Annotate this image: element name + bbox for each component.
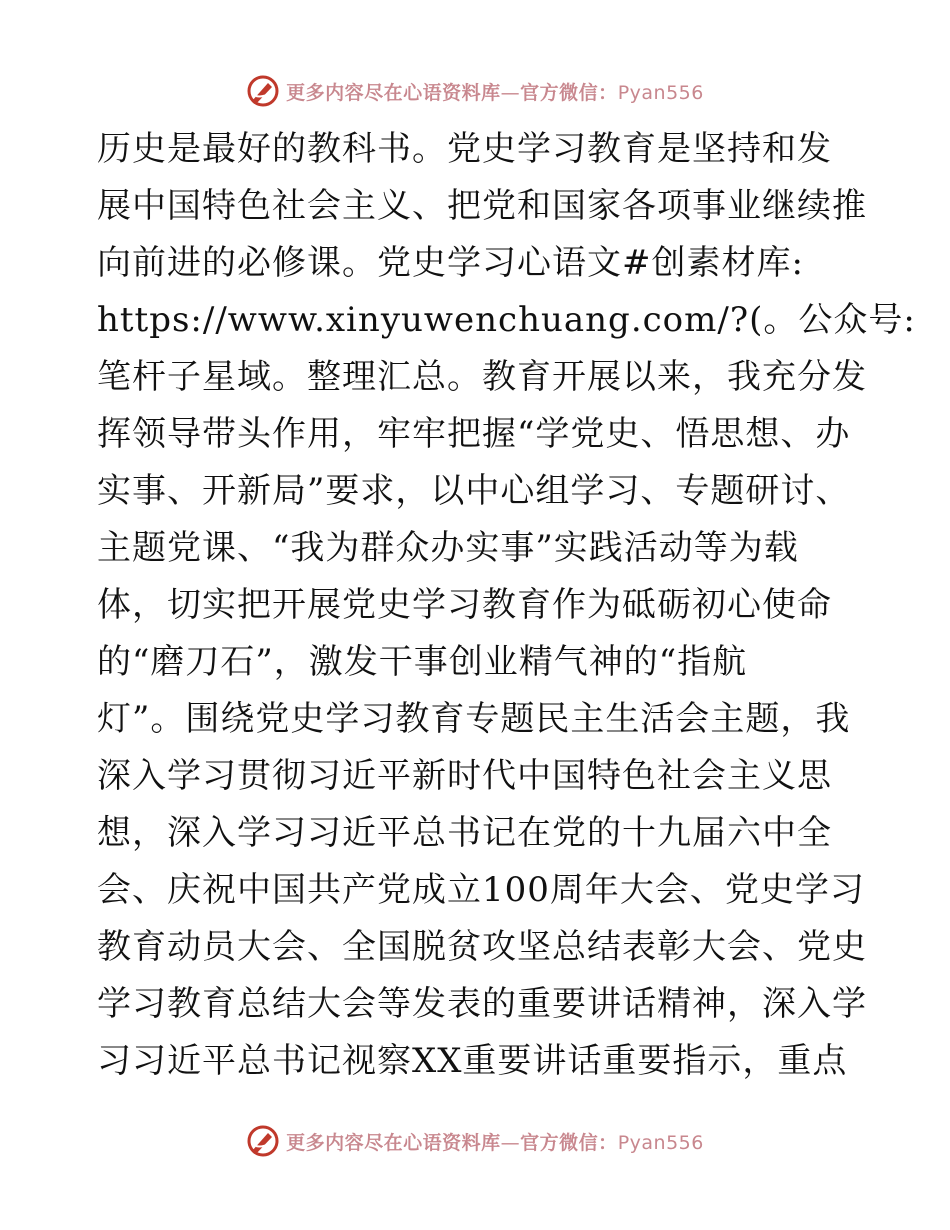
body-line: https://www.xinyuwenchuang.com/?(。公众号:	[97, 300, 916, 340]
body-line: 实事、开新局”要求，以中心组学习、专题研讨、	[97, 471, 851, 511]
watermark-wechat-label: 官方微信：	[520, 81, 618, 104]
watermark-dash: —	[500, 81, 521, 104]
pen-logo-icon	[246, 1124, 280, 1158]
watermark-wechat-label: 官方微信：	[520, 1131, 618, 1154]
body-line: 挥领导带头作用，牢牢把握“学党史、悟思想、办	[97, 414, 851, 454]
body-line: 笔杆子星域。整理汇总。教育开展以来，我充分发	[97, 357, 867, 397]
watermark-wechat-id: Pyan556	[617, 1131, 704, 1154]
watermark-text	[286, 1128, 704, 1155]
watermark-text	[286, 78, 704, 105]
body-line: 体，切实把开展党史学习教育作为砥砺初心使命	[97, 585, 832, 625]
watermark-main-text: 更多内容尽在心语资料库	[286, 81, 501, 104]
body-line: 习习近平总书记视察XX重要讲话重要指示，重点	[97, 1041, 848, 1081]
body-line: 教育动员大会、全国脱贫攻坚总结表彰大会、党史	[97, 927, 867, 967]
body-line: 向前进的必修课。党史学习心语文#创素材库:	[97, 243, 804, 283]
watermark-dash: —	[500, 1131, 521, 1154]
body-line: 学习教育总结大会等发表的重要讲话精神，深入学	[97, 984, 867, 1024]
body-line: 展中国特色社会主义、把党和国家各项事业继续推	[97, 186, 867, 226]
body-line: 主题党课、“我为群众办实事”实践活动等为载	[97, 528, 799, 568]
footer-watermark	[0, 1121, 950, 1161]
header-watermark	[0, 71, 950, 111]
watermark-main-text: 更多内容尽在心语资料库	[286, 1131, 501, 1154]
body-line: 灯”。围绕党史学习教育专题民主生活会主题，我	[97, 699, 851, 739]
body-line: 想，深入学习习近平总书记在党的十九届六中全	[97, 813, 832, 853]
body-line: 历史是最好的教科书。党史学习教育是坚持和发	[97, 129, 832, 169]
body-line: 深入学习贯彻习近平新时代中国特色社会主义思	[97, 756, 832, 796]
body-line: 的“磨刀石”，激发干事创业精气神的“指航	[97, 642, 748, 682]
watermark-wechat-id: Pyan556	[617, 81, 704, 104]
pen-logo-icon	[246, 74, 280, 108]
body-line: 会、庆祝中国共产党成立100周年大会、党史学习	[97, 870, 865, 910]
